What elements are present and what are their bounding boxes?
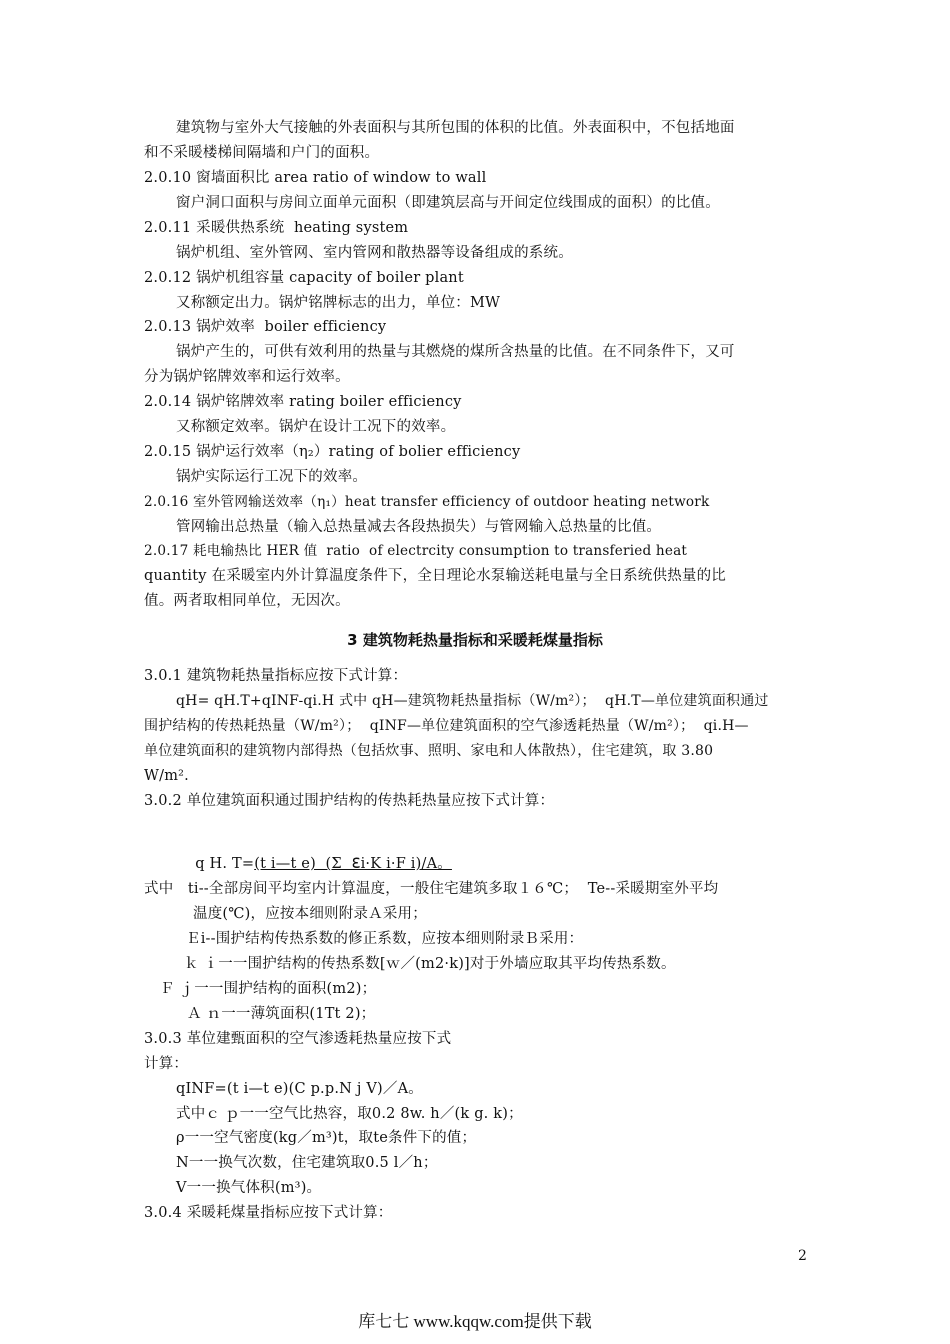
text-line: N一一换气次数，住宅建筑取0.5 l／h；	[176, 1155, 438, 1171]
text-line: Ｆ ｊ一一围护结构的面积(m2)；	[160, 981, 377, 997]
clause-3-0-1: 3.0.1 建筑物耗热量指标应按下式计算：	[144, 668, 408, 684]
text-line: 锅炉机组、室外管网、室内管网和散热器等设备组成的系统。	[176, 245, 573, 261]
text-line: 计算：	[144, 1056, 189, 1072]
text-line: 锅炉实际运行工况下的效率。	[176, 469, 368, 485]
clause-2-0-17: 2.0.17 耗电输热比 HER 值 ratio of electrcity consumption to transferied heat	[144, 543, 688, 559]
clause-2-0-12: 2.0.12 锅炉机组容量 capacity of boiler plant	[144, 270, 464, 286]
text-line: 锅炉产生的，可供有效利用的热量与其燃烧的煤所含热量的比值。在不同条件下，又可	[176, 344, 735, 360]
text-line: 分为锅炉铭牌效率和运行效率。	[144, 369, 350, 385]
clause-2-0-15: 2.0.15 锅炉运行效率（η₂）rating of bolier efficiency	[144, 444, 521, 460]
footer-watermark: 库七七 www.kqqw.com提供下载	[358, 1312, 592, 1331]
text-line: 窗户洞口面积与房间立面单元面积（即建筑层高与开间定位线围成的面积）的比值。	[176, 195, 720, 211]
clause-2-0-11: 2.0.11 采暖供热系统 heating system	[144, 220, 409, 236]
text-line: 又称额定效率。锅炉在设计工况下的效率。	[176, 419, 456, 435]
text-line: W/m².	[144, 768, 189, 784]
text-line: 和不采暖楼梯间隔墙和户门的面积。	[144, 145, 380, 161]
text-line: quantity 在采暖室内外计算温度条件下，全日理论水泵输送耗电量与全日系统供热量的比	[144, 568, 726, 584]
formula-line: qINF=(t i—t e)(C p.p.N j V)／A。	[176, 1081, 423, 1097]
text-line: 单位建筑面积的建筑物内部得热（包括炊事、照明、家电和人体散热），住宅建筑，取 3.80	[144, 743, 714, 759]
text-line: ρ一一空气密度(kg／m³)t，取te条件下的值；	[176, 1130, 477, 1146]
formula-prefix: q H. T=	[195, 856, 255, 872]
clause-2-0-13: 2.0.13 锅炉效率 boiler efficiency	[144, 319, 387, 335]
text-line: 式中 ti--全部房间平均室内计算温度，一般住宅建筑多取１６℃； Te--采暖期室外平均	[144, 881, 719, 897]
text-line: ｋ ｉ一一围护结构的传热系数[ｗ／(m2·k)]对于外墙应取其平均传热系数。	[184, 956, 676, 972]
clause-3-0-3: 3.0.3 革位建甄面积的空气渗透耗热量应按下式	[144, 1031, 452, 1047]
page-number: 2	[798, 1248, 807, 1264]
text-line: Ｅi--围护结构传热系数的修正系数，应按本细则附录Ｂ采用：	[186, 931, 584, 947]
text-line: 式中ｃ ｐ一一空气比热容，取0.2 8w. h／(k g. k)；	[176, 1106, 523, 1122]
text-line: Ａ ｎ一一薄筑面积(1Tt 2)；	[187, 1006, 376, 1022]
text-line: 围护结构的传热耗热量（W/m²）； qINF—单位建筑面积的空气渗透耗热量（W/m²）； qi.H—	[144, 718, 749, 734]
clause-3-0-4: 3.0.4 采暖耗煤量指标应按下式计算：	[144, 1205, 393, 1221]
section-heading: 3 建筑物耗热量指标和采暖耗煤量指标	[347, 631, 603, 649]
text-line: 建筑物与室外大气接触的外表面积与其所包围的体积的比值。外表面积中，不包括地面	[176, 120, 735, 136]
clause-2-0-14: 2.0.14 锅炉铭牌效率 rating boiler efficiency	[144, 394, 462, 410]
clause-3-0-2: 3.0.2 单位建筑面积通过围护结构的传热耗热量应按下式计算：	[144, 793, 555, 809]
text-line: 值。两者取相同单位，无因次。	[144, 593, 350, 609]
text-line: V一一换气体积(m³)。	[176, 1180, 322, 1196]
text-line: 温度(℃)，应按本细则附录Ａ采用；	[193, 906, 427, 922]
clause-2-0-16: 2.0.16 室外管网输送效率（η₁）heat transfer efficiency of outdoor heating network	[144, 494, 710, 510]
formula-line: qH= qH.T+qINF-qi.H 式中 qH—建筑物耗热量指标（W/m²）； qH.T—单位建筑面积通过	[176, 693, 769, 709]
clause-2-0-10: 2.0.10 窗墙面积比 area ratio of window to wall	[144, 170, 487, 186]
text-line: 管网输出总热量（输入总热量减去各段热损失）与管网输入总热量的比值。	[176, 519, 662, 535]
text-line: 又称额定出力。锅炉铭牌标志的出力，单位：MW	[176, 295, 501, 311]
formula-expression: (t i—t e) (Σ ℇi·K i·F i)/A。	[254, 856, 452, 872]
